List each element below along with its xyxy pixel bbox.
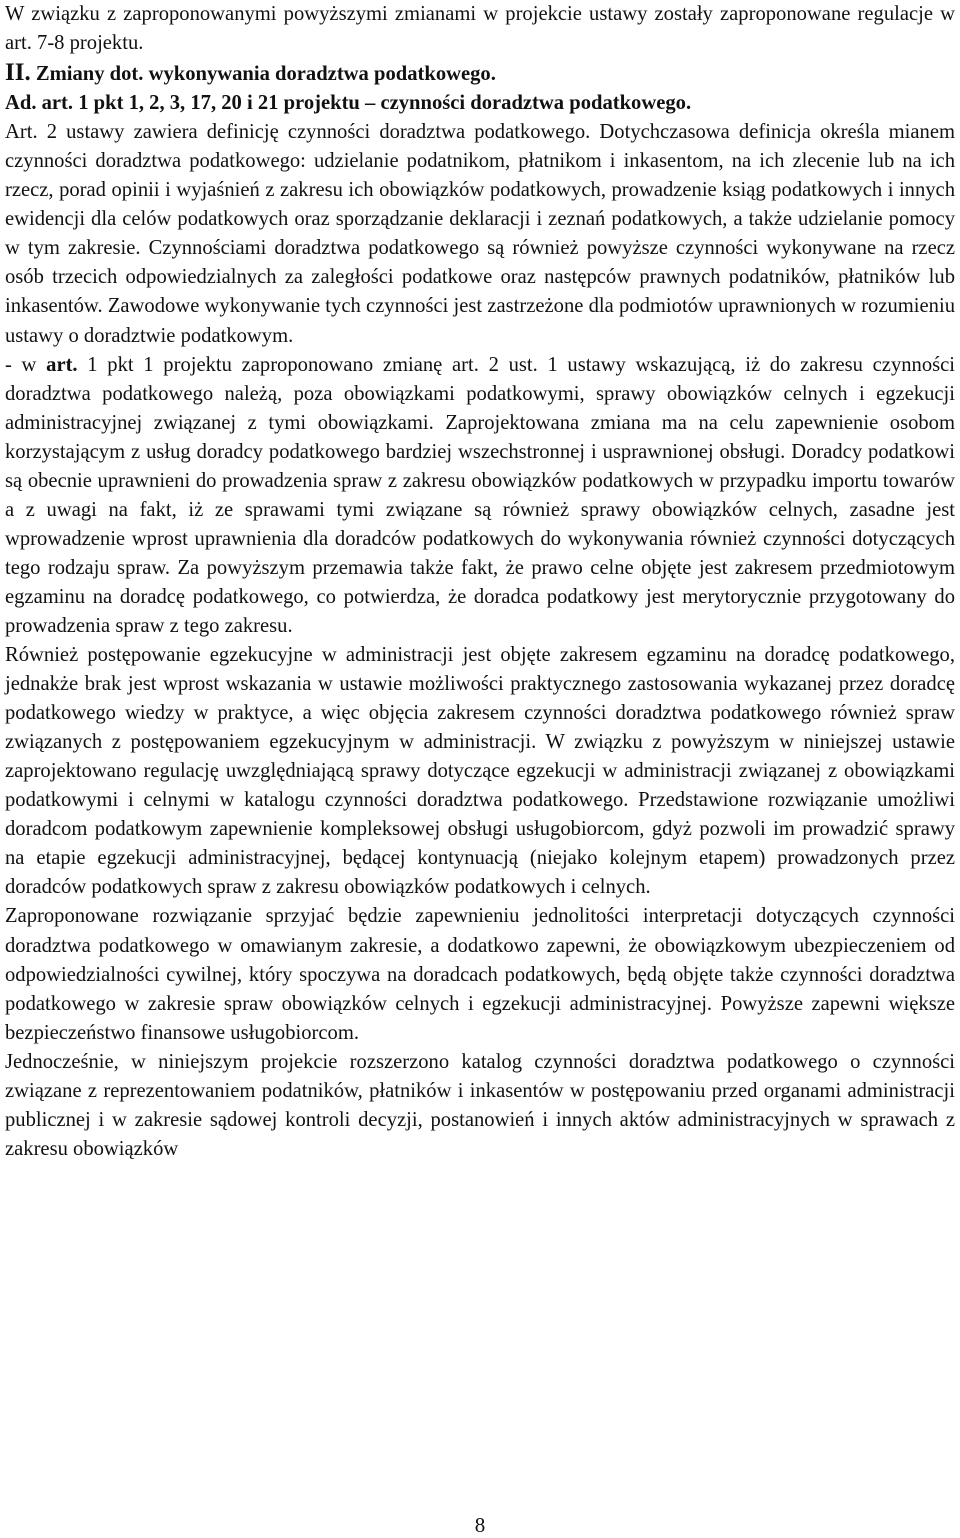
paragraph-art-2: Art. 2 ustawy zawiera definicję czynności doradztwa podatkowego. Dotychczasowa definicja określa mianem czynności doradztwa podatkowego: udzielanie podatnikom, płatnikom i inkasentom, na ich zlecenie lub na ich rzecz, porad opinii i wyjaśnień z zakresu ich obowiązków podatkowych, prowadzenie ksiąg podatkowych i innych ewidencji dla celów podatkowych oraz sporządzanie deklaracji i zeznań podatkowych, a także udzielanie pomocy w tym zakresie. Czynnościami doradztwa podatkowego są również powyższe czynności wykonywane na rzecz osób trzecich odpowiedzialnych za zaległości podatkowe oraz następców prawnych podatników, płatników lub inkasentów. Zawodowe wykonywanie tych czynności jest zastrzeżone dla podmiotów uprawnionych w rozumieniu ustawy o doradztwie podatkowym.: [5, 121, 955, 347]
paragraph-prefix: - w: [5, 353, 47, 376]
document-page: [5, 0, 955, 1164]
paragraph-bold-art: art.: [46, 353, 78, 376]
section-heading: [5, 58, 955, 89]
intro-paragraph: W związku z zaproponowanymi powyższymi zmianami w projekcie ustawy zostały zaproponowane regulacje w art. 7-8 projektu.: [5, 3, 955, 55]
section-numeral: II.: [5, 59, 31, 87]
paragraph-jednolitosc: Zaproponowane rozwiązanie sprzyjać będzie zapewnieniu jednolitości interpretacji dotyczących czynności doradztwa podatkowego w omawianym zakresie, a dodatkowo zapewni, że obowiązkowym ubezpieczeniem od odpowiedzialności cywilnej, który spoczywa na doradcach podatkowych, będą objęte także czynności doradztwa podatkowego w zakresie spraw obowiązków celnych i egzekucji administracyjnej. Powyższe zapewni większe bezpieczeństwo finansowe usługobiorcom.: [5, 905, 955, 1044]
subheading: Ad. art. 1 pkt 1, 2, 3, 17, 20 i 21 projektu – czynności doradztwa podatkowego.: [5, 92, 692, 115]
page-number: 8: [474, 1513, 486, 1537]
section-title: Zmiany dot. wykonywania doradztwa podatkowego.: [35, 63, 496, 86]
paragraph-katalog: Jednocześnie, w niniejszym projekcie rozszerzono katalog czynności doradztwa podatkowego o czynności związane z reprezentowaniem podatników, płatników i inkasentów w postępowaniu przed organami administracji publicznej i w zakresie sądowej kontroli decyzji, postanowień i innych aktów administracyjnych w sprawach z zakresu obowiązków: [5, 1050, 955, 1160]
paragraph-art-1-pkt-1: [5, 351, 955, 641]
paragraph-egzekucja: Również postępowanie egzekucyjne w administracji jest objęte zakresem egzaminu na doradcę podatkowego, jednakże brak jest wprost wskazania w ustawie możliwości praktycznego zastosowania wykazanej przez doradcę podatkowego wiedzy w praktyce, a więc objęcia zakresem czynności doradztwa podatkowego również spraw związanych z postępowaniem egzekucyjnym w administracji. W związku z powyższym w niniejszej ustawie zaprojektowano regulację uwzględniającą sprawy dotyczące egzekucji w administracji związanej z obowiązkami podatkowymi i celnymi w katalogu czynności doradztwa podatkowego. Przedstawione rozwiązanie umożliwi doradcom podatkowym zapewnienie kompleksowej obsługi usługobiorcom, gdyż pozwoli im prowadzić sprawy na etapie egzekucji administracyjnej, będącej kontynuacją (niejako kolejnym etapem) prowadzonych przez doradców podatkowych spraw z zakresu obowiązków podatkowych i celnych.: [5, 644, 955, 899]
paragraph-body: 1 pkt 1 projektu zaproponowano zmianę art. 2 ust. 1 ustawy wskazującą, iż do zakresu czynności doradztwa podatkowego należą, poza obowiązkami podatkowymi, sprawy obowiązków celnych i egzekucji administracyjnej związanej z tymi obowiązkami. Zaprojektowana zmiana ma na celu zapewnienie osobom korzystającym z usług doradcy podatkowego bardziej wszechstronnej i usprawnionej obsługi. Doradcy podatkowi są obecnie uprawnieni do prowadzenia spraw z zakresu obowiązków podatkowych w przypadku importu towarów a z uwagi na fakt, iż ze sprawami tymi związane są również sprawy obowiązków celnych, zasadne jest wprowadzenie wprost uprawnienia dla doradców podatkowych do wykonywania również czynności dotyczących tego rodzaju spraw. Za powyższym przemawia także fakt, że prawo celne objęte jest zakresem przedmiotowym egzaminu na doradcę podatkowego, co potwierdza, że doradca podatkowy jest merytorycznie przygotowany do prowadzenia spraw z tego zakresu.: [5, 353, 956, 637]
